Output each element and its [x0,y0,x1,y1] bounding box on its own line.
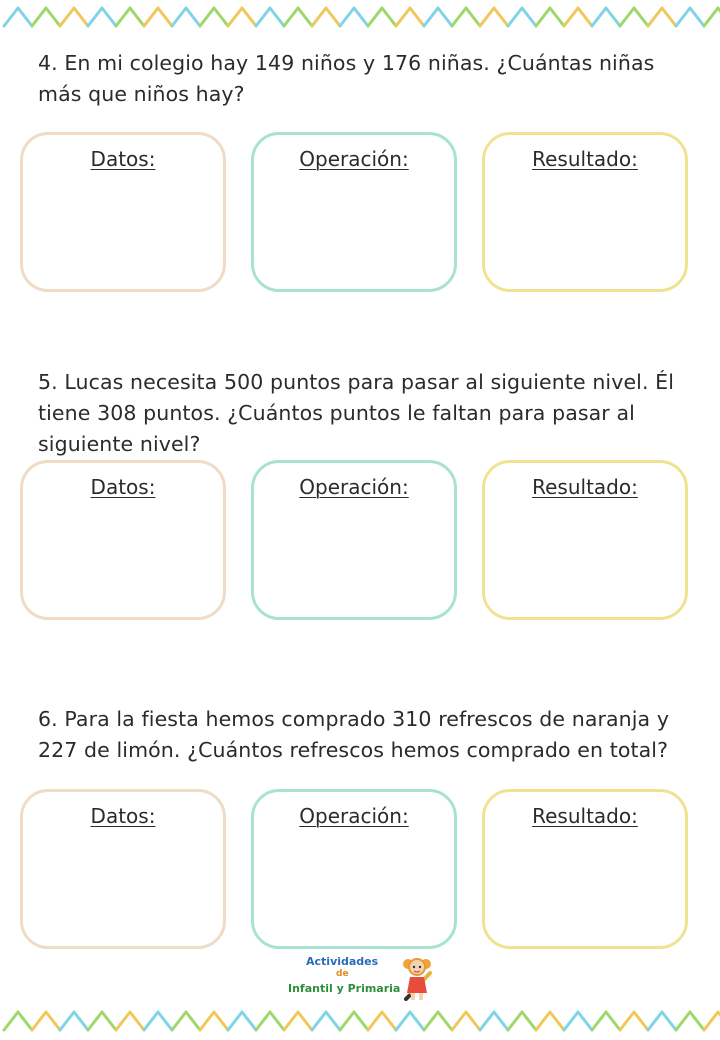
zigzag-segment [88,1012,116,1030]
zigzag-segment [676,1012,704,1030]
zigzag-segment [312,8,340,26]
zigzag-segment [284,1012,312,1030]
answer-boxes [20,789,692,955]
resultado-box[interactable] [482,789,688,949]
zigzag-segment [144,8,172,26]
datos-box[interactable] [20,789,226,949]
zigzag-segment [704,8,720,26]
girl-with-pencil-icon [400,955,434,1001]
zigzag-segment [676,8,704,26]
problem-question: 4. En mi colegio hay 149 niños y 176 niñas. ¿Cuántas niñas más que niños hay? [38,51,655,106]
zigzag-segment [284,8,312,26]
zigzag-segment [32,1012,60,1030]
logo-line-3: Infantil y Primaria [288,982,401,995]
operacion-label: Operación: [299,804,409,828]
datos-box[interactable] [20,132,226,292]
operacion-label: Operación: [299,475,409,499]
zigzag-segment [648,1012,676,1030]
zigzag-segment [508,1012,536,1030]
zigzag-segment [508,8,536,26]
zigzag-segment [116,1012,144,1030]
zigzag-segment [312,1012,340,1030]
operacion-box[interactable] [251,789,457,949]
zigzag-segment [620,8,648,26]
zigzag-segment [228,8,256,26]
zigzag-segment [704,1012,720,1030]
zigzag-segment [200,8,228,26]
zigzag-segment [592,1012,620,1030]
datos-label: Datos: [90,804,156,828]
problem-question: 6. Para la fiesta hemos comprado 310 refrescos de naranja y 227 de limón. ¿Cuántos refrescos hemos comprado en total? [38,707,670,762]
zigzag-segment [620,1012,648,1030]
zigzag-segment [424,1012,452,1030]
site-logo [288,955,438,1001]
zigzag-segment [172,8,200,26]
logo-line-2: de [336,969,349,979]
zigzag-segment [648,8,676,26]
zigzag-segment [4,1012,32,1030]
resultado-box[interactable] [482,132,688,292]
zigzag-segment [340,8,368,26]
operacion-label: Operación: [299,147,409,171]
zigzag-segment [340,1012,368,1030]
zigzag-segment [144,1012,172,1030]
bottom-zigzag-border [0,1004,720,1038]
zigzag-segment [424,8,452,26]
zigzag-segment [480,8,508,26]
zigzag-segment [368,1012,396,1030]
resultado-label: Resultado: [532,147,638,171]
zigzag-segment [564,1012,592,1030]
zigzag-segment [396,1012,424,1030]
operacion-box[interactable] [251,132,457,292]
zigzag-segment [256,1012,284,1030]
zigzag-segment [256,8,284,26]
zigzag-segment [228,1012,256,1030]
zigzag-segment [396,8,424,26]
resultado-box[interactable] [482,460,688,620]
zigzag-segment [116,8,144,26]
zigzag-segment [32,8,60,26]
zigzag-segment [564,8,592,26]
top-zigzag-border [0,0,720,34]
zigzag-segment [536,8,564,26]
logo-line-1: Actividades [306,955,379,968]
zigzag-segment [60,1012,88,1030]
answer-boxes [20,132,692,298]
datos-label: Datos: [90,475,156,499]
zigzag-segment [172,1012,200,1030]
zigzag-segment [368,8,396,26]
zigzag-segment [452,1012,480,1030]
answer-boxes [20,460,692,626]
zigzag-segment [452,8,480,26]
resultado-label: Resultado: [532,475,638,499]
zigzag-segment [4,8,32,26]
datos-box[interactable] [20,460,226,620]
zigzag-segment [88,8,116,26]
datos-label: Datos: [90,147,156,171]
problem-question: 5. Lucas necesita 500 puntos para pasar al siguiente nivel. Él tiene 308 puntos. ¿Cuántos puntos le faltan para pasar al siguiente nivel? [38,370,675,456]
zigzag-segment [592,8,620,26]
zigzag-segment [536,1012,564,1030]
operacion-box[interactable] [251,460,457,620]
zigzag-segment [60,8,88,26]
zigzag-segment [480,1012,508,1030]
resultado-label: Resultado: [532,804,638,828]
zigzag-segment [200,1012,228,1030]
